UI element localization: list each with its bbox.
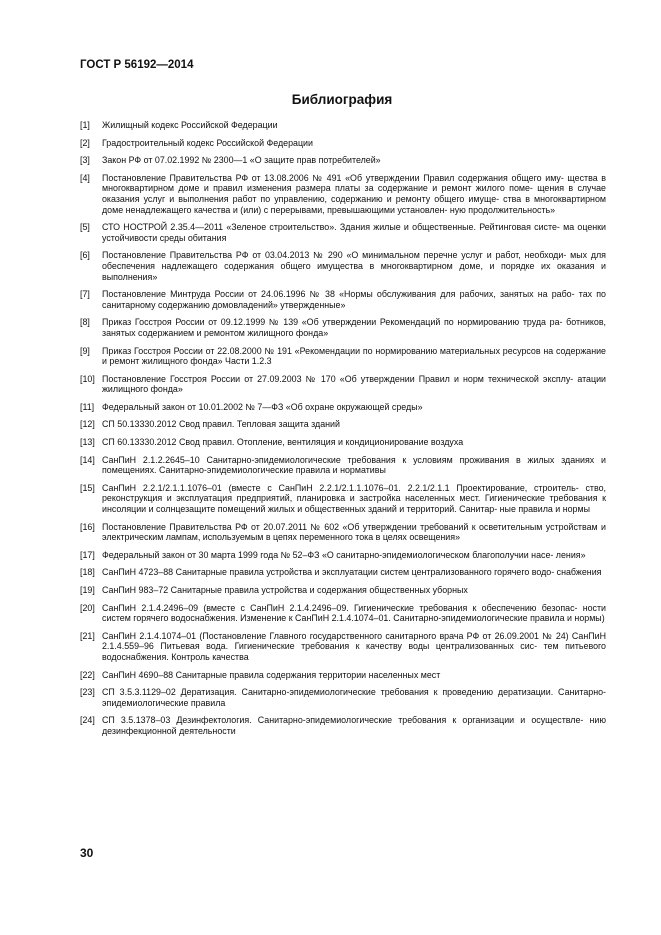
entry-text: Постановление Минтруда России от 24.06.1996 № 38 «Нормы обслуживания для рабочих, занятых на рабо- тах по санитарному содержанию домовладений» утвержденные»: [102, 289, 606, 310]
entry-number: [9]: [80, 345, 90, 356]
entry-text: СП 50.13330.2012 Свод правил. Тепловая защита зданий: [102, 419, 340, 430]
bibliography-entry-1: [80, 120, 606, 131]
bibliography-entry-13: [80, 437, 606, 448]
bibliography-entry-21: [80, 631, 606, 663]
entry-text: СанПиН 2.2.1/2.1.1.1076–01 (вместе с СанПиН 2.2.1/2.1.1.1076–01. 2.2.1/2.1.1 Проектирование, строитель- ство, реконструкция и эксплуатация предприятий, планировка и застройка населенных мест. Гигиенические требования к инсоляции и солнцезащите помещений жилых и общественных зданий и территорий. Санитар- ные правила и нормы: [102, 482, 606, 515]
entry-text: СП 60.13330.2012 Свод правил. Отопление, вентиляция и кондиционирование воздуха: [102, 437, 464, 448]
entry-text: Постановление Правительства РФ от 03.04.2013 № 290 «О минимальном перечне услуг и работ, необходи- мых для обеспечения надлежащего содержания общего имущества в многоквартирном доме, и порядке их оказания и выполнения»: [102, 250, 606, 282]
bibliography-entry-6: [80, 250, 606, 282]
bibliography-entry-7: [80, 289, 606, 310]
bibliography-entry-9: [80, 346, 606, 367]
entry-text: СанПиН 2.1.4.2496–09 (вместе с СанПиН 2.1.4.2496–09. Гигиенические требования к обеспечению безопас- ности систем горячего водоснабжения. Изменение к СанПиН 2.1.4.1074–01. Санитарно-эпидемиологические правила и нормы): [102, 602, 606, 624]
entry-number: [15]: [80, 482, 95, 493]
bibliography-entry-23: [80, 687, 606, 708]
entry-number: [18]: [80, 567, 95, 578]
entry-text: СанПиН 4723–88 Санитарные правила устройства и эксплуатации систем централизованного горячего водо- снабжения: [102, 567, 602, 578]
bibliography-list: [80, 120, 606, 737]
entry-number: [5]: [80, 222, 90, 233]
entry-text: Постановление Правительства РФ от 20.07.2011 № 602 «Об утверждении требований к осветительным устройствам и электрическим лампам, используемым в цепях переменного тока в целях освещения»: [102, 521, 606, 543]
bibliography-entry-20: [80, 603, 606, 624]
entry-text: Приказ Госстроя России от 09.12.1999 № 139 «Об утверждении Рекомендаций по нормированию труда ра- ботников, занятых содержанием и ремонтом жилищного фонда»: [102, 317, 606, 338]
entry-text: Приказ Госстроя России от 22.08.2000 № 191 «Рекомендации по нормированию материальных ресурсов на содержание и ремонт жилищного фонда» Части 1.2.3: [102, 345, 606, 367]
entry-number: [13]: [80, 437, 95, 448]
entry-number: [20]: [80, 602, 95, 613]
entry-number: [19]: [80, 585, 95, 595]
entry-number: [4]: [80, 172, 90, 183]
entry-number: [8]: [80, 317, 90, 328]
bibliography-entry-8: [80, 317, 606, 338]
bibliography-entry-22: [80, 670, 606, 681]
entry-number: [21]: [80, 630, 95, 641]
bibliography-title: Библиография: [291, 92, 393, 107]
entry-text: СанПиН 2.1.4.1074–01 (Постановление Главного государственного санитарного врача РФ от 26.09.2001 № 24) СанПиН 2.1.4.559–96 Питьевая вода. Гигиенические требования к качеству воды централизованных сис- тем питьевого водоснабжения. Контроль качества: [102, 630, 606, 662]
entry-text: СТО НОСТРОЙ 2.35.4—2011 «Зеленое строительство». Здания жилые и общественные. Рейтинговая систе- ма оценки устойчивости среды обитания: [102, 222, 606, 243]
entry-number: [17]: [80, 549, 95, 560]
standard-code-header: ГОСТ Р 56192—2014: [80, 59, 194, 71]
bibliography-entry-18: [80, 567, 606, 578]
bibliography-entry-5: [80, 222, 606, 243]
page-number: 30: [80, 846, 94, 860]
entry-number: [10]: [80, 373, 95, 384]
entry-number: [22]: [80, 669, 95, 680]
entry-text: Закон РФ от 07.02.1992 № 2300—1 «О защите прав потребителей»: [102, 155, 381, 166]
entry-text: СанПиН 4690–88 Санитарные правила содержания территории населенных мест: [102, 669, 441, 680]
bibliography-entry-11: [80, 402, 606, 413]
entry-number: [7]: [80, 289, 90, 300]
entry-text: Федеральный закон от 30 марта 1999 года № 52–ФЗ «О санитарно-эпидемиологическом благополучии насе- ления»: [102, 549, 586, 560]
bibliography-entry-24: [80, 715, 606, 736]
entry-text: СанПиН 983–72 Санитарные правила устройства и содержания общественных уборных: [102, 585, 468, 595]
entry-number: [12]: [80, 419, 95, 430]
bibliography-entry-14: [80, 455, 606, 476]
entry-text: СанПиН 2.1.2.2645–10 Санитарно-эпидемиологические требования к условиям проживания в жилых зданиях и помещениях. Санитарно-эпидемиологические правила и нормативы: [102, 454, 606, 476]
entry-number: [23]: [80, 687, 95, 698]
bibliography-entry-3: [80, 155, 606, 166]
bibliography-entry-2: [80, 138, 606, 149]
entry-text: СП 3.5.1378–03 Дезинфектология. Санитарно-эпидемиологические требования к организации и осуществле- нию дезинфекционной деятельности: [102, 715, 606, 736]
entry-number: [14]: [80, 454, 95, 465]
entry-number: [6]: [80, 250, 90, 261]
entry-text: Жилищный кодекс Российской Федерации: [102, 120, 278, 130]
bibliography-entry-16: [80, 522, 606, 543]
bibliography-entry-10: [80, 374, 606, 395]
entry-text: Постановление Правительства РФ от 13.08.2006 № 491 «Об утверждении Правил содержания общего иму- щества в многоквартирном доме и правил изменения размера платы за содержание и ремонт жилого поме- щения в случае оказания услуг и выполнения работ по управлению, содержанию и ремонту общего имуще- ства в многоквартирном доме ненадлежащего качества и (или) с перерывами, превышающими установлен- ную продолжительность»: [102, 172, 606, 215]
entry-number: [3]: [80, 155, 90, 166]
entry-number: [11]: [80, 401, 95, 412]
bibliography-entry-15: [80, 483, 606, 515]
entry-number: [16]: [80, 521, 95, 532]
entry-number: [24]: [80, 715, 95, 726]
entry-text: Градостроительный кодекс Российской Федерации: [102, 137, 313, 148]
bibliography-entry-17: [80, 550, 606, 561]
bibliography-entry-4: [80, 173, 606, 215]
bibliography-entry-19: [80, 585, 606, 596]
entry-text: СП 3.5.3.1129–02 Дератизация. Санитарно-эпидемиологические требования к проведению дератизации. Санитарно-эпидемиологические правила: [102, 687, 606, 708]
entry-number: [2]: [80, 137, 90, 148]
bibliography-entry-12: [80, 419, 606, 430]
entry-text: Постановление Госстроя России от 27.09.2003 № 170 «Об утверждении Правил и норм технической эксплу- атации жилищного фонда»: [102, 373, 606, 395]
entry-text: Федеральный закон от 10.01.2002 № 7—ФЗ «Об охране окружающей среды»: [102, 401, 423, 412]
entry-number: [1]: [80, 120, 90, 130]
